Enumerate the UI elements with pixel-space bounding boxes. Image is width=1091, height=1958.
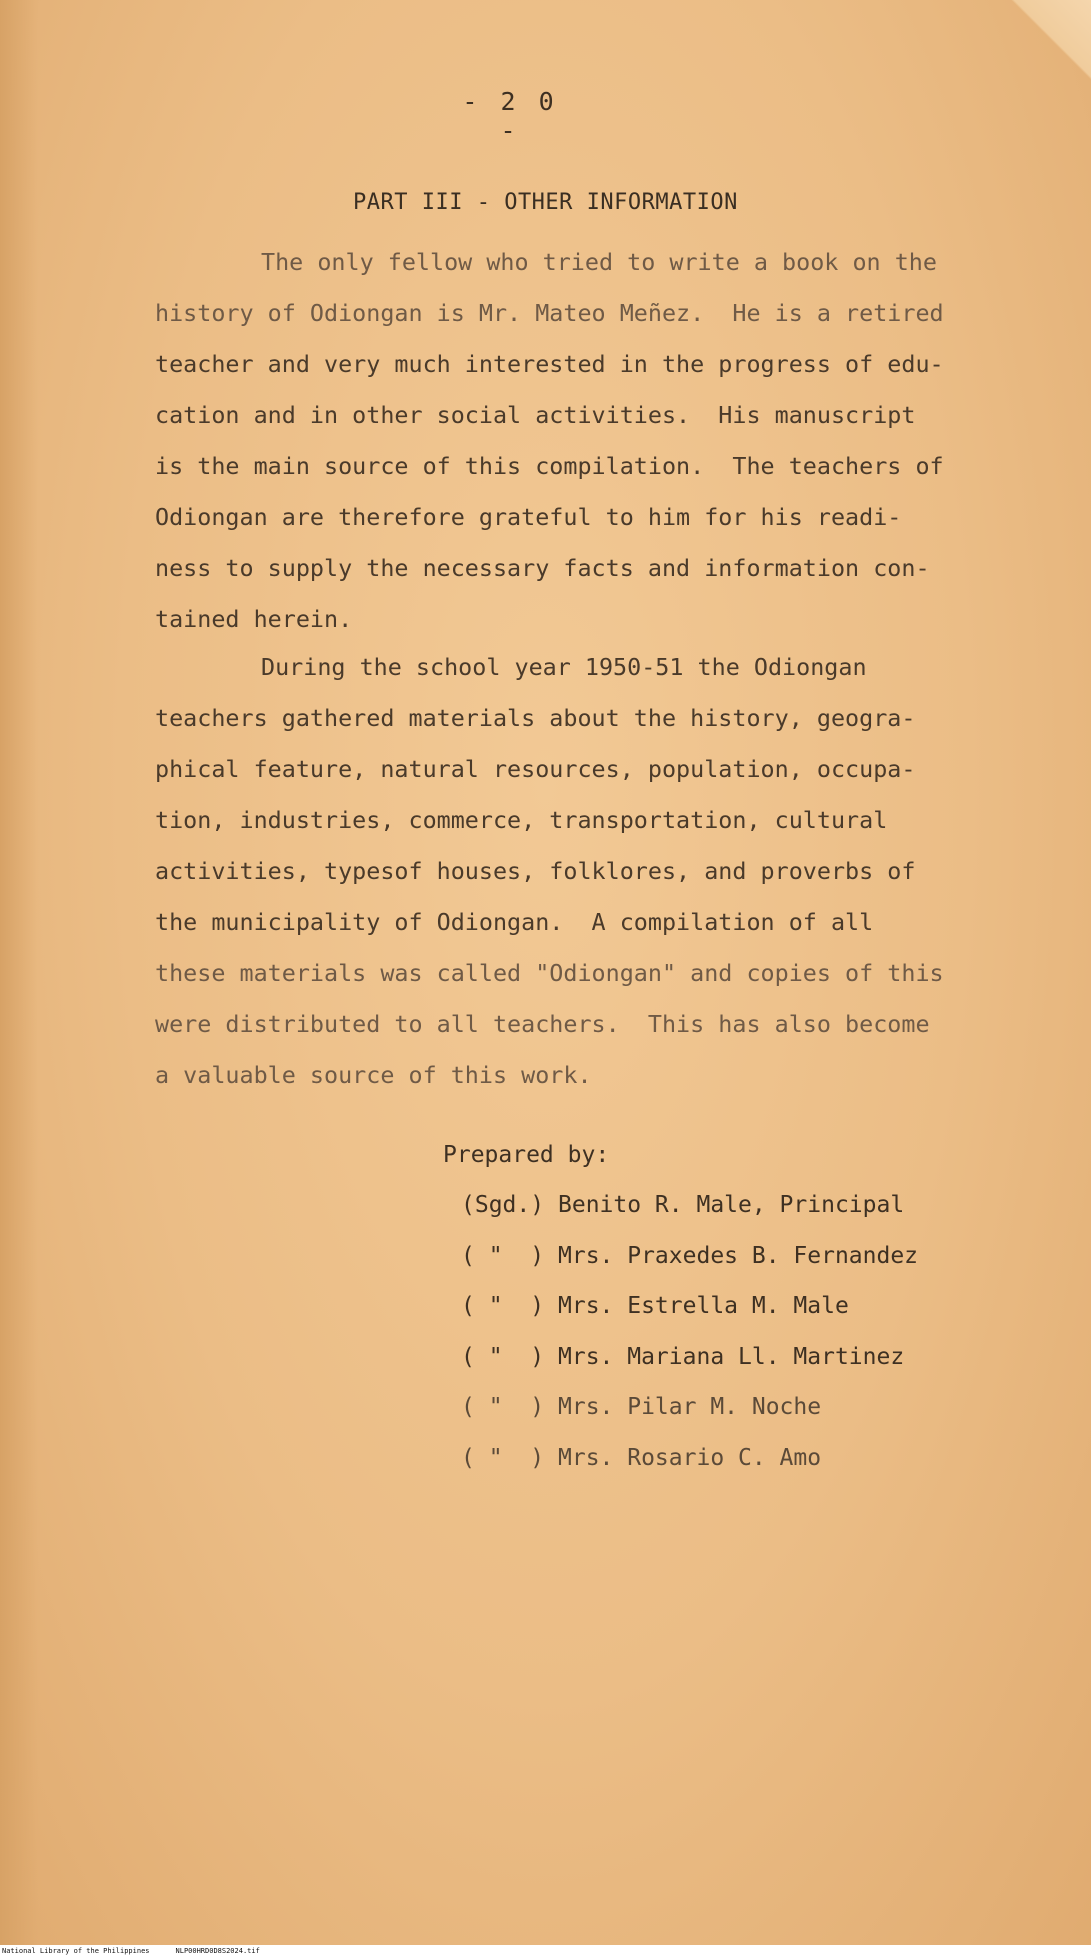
folded-corner — [1011, 0, 1091, 80]
ditto-mark: ( " ) — [461, 1343, 545, 1370]
signatory-row — [461, 1382, 1003, 1433]
signature-mark: (Sgd.) — [461, 1192, 545, 1218]
page-edge-shadow — [0, 0, 38, 1945]
signatory-name: Mrs. Estrella M. Male — [558, 1293, 849, 1319]
signatory-name: Mrs. Pilar M. Noche — [558, 1394, 822, 1420]
signatory-name: Mrs. Rosario C. Amo — [558, 1444, 822, 1471]
paragraph-line: tion, industries, commerce, transportation, cultural — [155, 806, 888, 834]
paragraph-line: Odiongan are therefore grateful to him for his readi- — [155, 503, 902, 531]
paragraph-line: teachers gathered materials about the history, geogra- — [155, 704, 916, 732]
paragraph-line: tained herein. — [155, 605, 353, 633]
signatory-row — [461, 1433, 1003, 1484]
signatory-name: Mrs. Mariana Ll. Martinez — [558, 1343, 905, 1370]
paragraph-1 — [155, 237, 1015, 645]
library-name: National Library of the Philippines — [2, 1947, 150, 1955]
paragraph-line: During the school year 1950-51 the Odiongan — [261, 653, 867, 681]
signatory-row — [461, 1281, 1003, 1332]
paragraph-line: a valuable source of this work. — [155, 1061, 592, 1089]
ditto-mark: ( " ) — [461, 1394, 545, 1420]
paragraph-line: were distributed to all teachers. This has also become — [155, 1010, 930, 1038]
scan-footer — [0, 1945, 1091, 1958]
signatory-name: Benito R. Male, Principal — [558, 1192, 905, 1218]
paragraph-line: activities, typesof houses, folklores, and proverbs of — [155, 857, 916, 885]
paragraph-2 — [155, 642, 1015, 1101]
file-name: NLP00HRD0D8S2024.tif — [175, 1947, 260, 1955]
signatory-row — [461, 1231, 1003, 1282]
prepared-by-label: Prepared by: — [443, 1142, 610, 1168]
paragraph-line: history of Odiongan is Mr. Mateo Meñez. He is a retired — [155, 299, 944, 327]
paragraph-line: The only fellow who tried to write a book on the — [261, 248, 937, 276]
signature-block — [443, 1130, 1003, 1483]
paragraph-line: the municipality of Odiongan. A compilation of all — [155, 908, 874, 936]
paragraph-line: cation and in other social activities. His manuscript — [155, 401, 916, 429]
ditto-mark: ( " ) — [461, 1293, 545, 1319]
paragraph-line: these materials was called "Odiongan" and copies of this — [155, 959, 944, 987]
ditto-mark: ( " ) — [461, 1242, 545, 1269]
signatory-row — [461, 1180, 1003, 1231]
paragraph-line: ness to supply the necessary facts and information con- — [155, 554, 930, 582]
paragraph-line: is the main source of this compilation. The teachers of — [155, 452, 944, 480]
signatory-row — [461, 1332, 1003, 1383]
ditto-mark: ( " ) — [461, 1444, 545, 1471]
section-heading: PART III - OTHER INFORMATION — [353, 190, 738, 215]
page-number: - 2 0 - — [462, 87, 558, 145]
paragraph-line: teacher and very much interested in the progress of edu- — [155, 350, 944, 378]
paragraph-line: phical feature, natural resources, population, occupa- — [155, 755, 916, 783]
signatory-name: Mrs. Praxedes B. Fernandez — [558, 1242, 919, 1269]
